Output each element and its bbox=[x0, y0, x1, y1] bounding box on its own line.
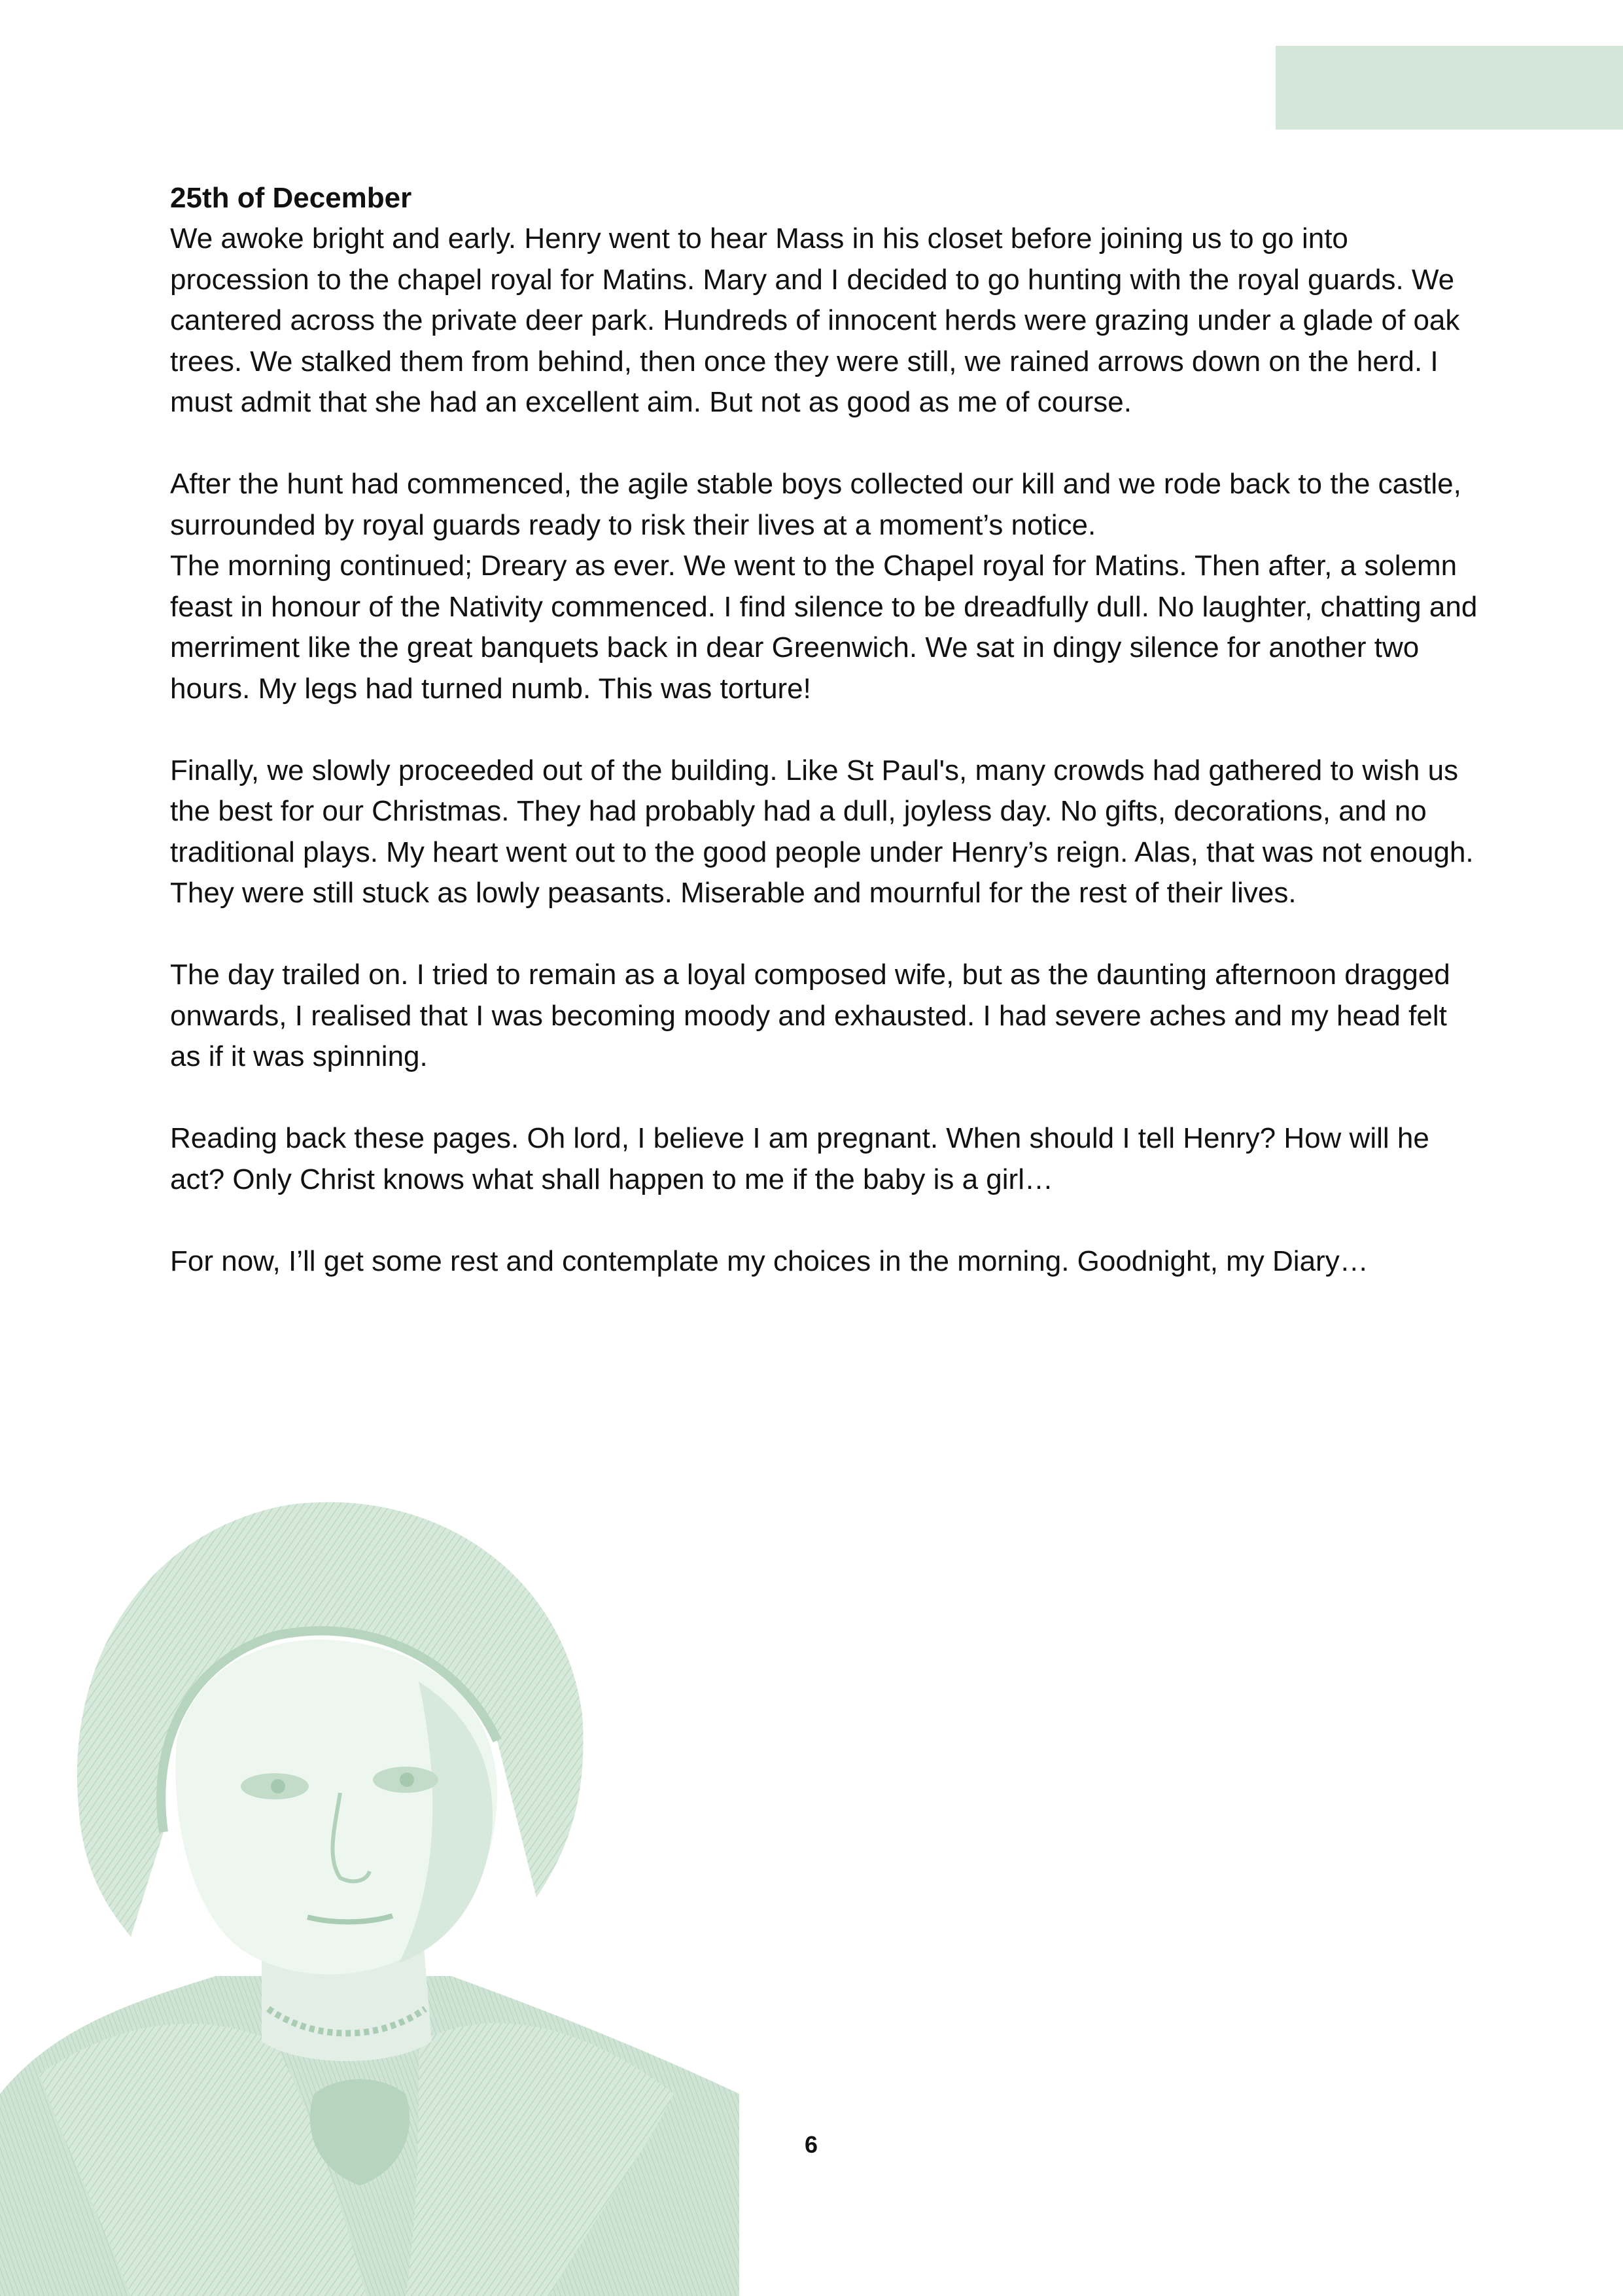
entry-paragraph-7: For now, I’ll get some rest and contemplate my choices in the morning. Goodnight, my Diary… bbox=[170, 1245, 1369, 1277]
entry-paragraph-1: We awoke bright and early. Henry went to hear Mass in his closet before joining us to go into procession to the chapel royal for Matins. Mary and I decided to go hunting with the royal guards. We cantered across the private deer park. Hundreds of innocent herds were grazing under a glade of oak trees. We stalked them from behind, then once they were still, we rained arrows down on the herd. I must admit that she had an excellent aim. But not as good as me of course. bbox=[170, 222, 1460, 418]
entry-paragraph-2: After the hunt had commenced, the agile stable boys collected our kill and we rode back to the castle, surrounded by royal guards ready to risk their lives at a moment’s notice. bbox=[170, 468, 1461, 541]
entry-date: 25th of December bbox=[170, 182, 412, 214]
entry-paragraph-3: The morning continued; Dreary as ever. We went to the Chapel royal for Matins. Then after, a solemn feast in honour of the Nativity commenced. I find silence to be dreadfully dull. No laughter, chatting and merriment like the great banquets back in dear Greenwich. We sat in dingy silence for another two hours. My legs had turned numb. This was torture! bbox=[170, 550, 1478, 705]
entry-paragraph-6: Reading back these pages. Oh lord, I believe I am pregnant. When should I tell Henry? How will he act? Only Christ knows what shall happen to me if the baby is a girl… bbox=[170, 1122, 1429, 1195]
page-number: 6 bbox=[804, 2131, 818, 2158]
entry-paragraph-5: The day trailed on. I tried to remain as a loyal composed wife, but as the daunting afternoon dragged onwards, I realised that I was becoming moody and exhausted. I had severe aches and my head felt as if it was spinning. bbox=[170, 959, 1450, 1072]
diary-entry bbox=[170, 178, 1478, 1323]
corner-decoration-tab bbox=[1276, 46, 1623, 130]
portrait-illustration-icon bbox=[0, 1466, 746, 2296]
entry-paragraph-4: Finally, we slowly proceeded out of the building. Like St Paul's, many crowds had gathered to wish us the best for our Christmas. They had probably had a dull, joyless day. No gifts, decorations, and no traditional plays. My heart went out to the good people under Henry’s reign. Alas, that was not enough. They were still stuck as lowly peasants. Miserable and mournful for the rest of their lives. bbox=[170, 754, 1474, 909]
